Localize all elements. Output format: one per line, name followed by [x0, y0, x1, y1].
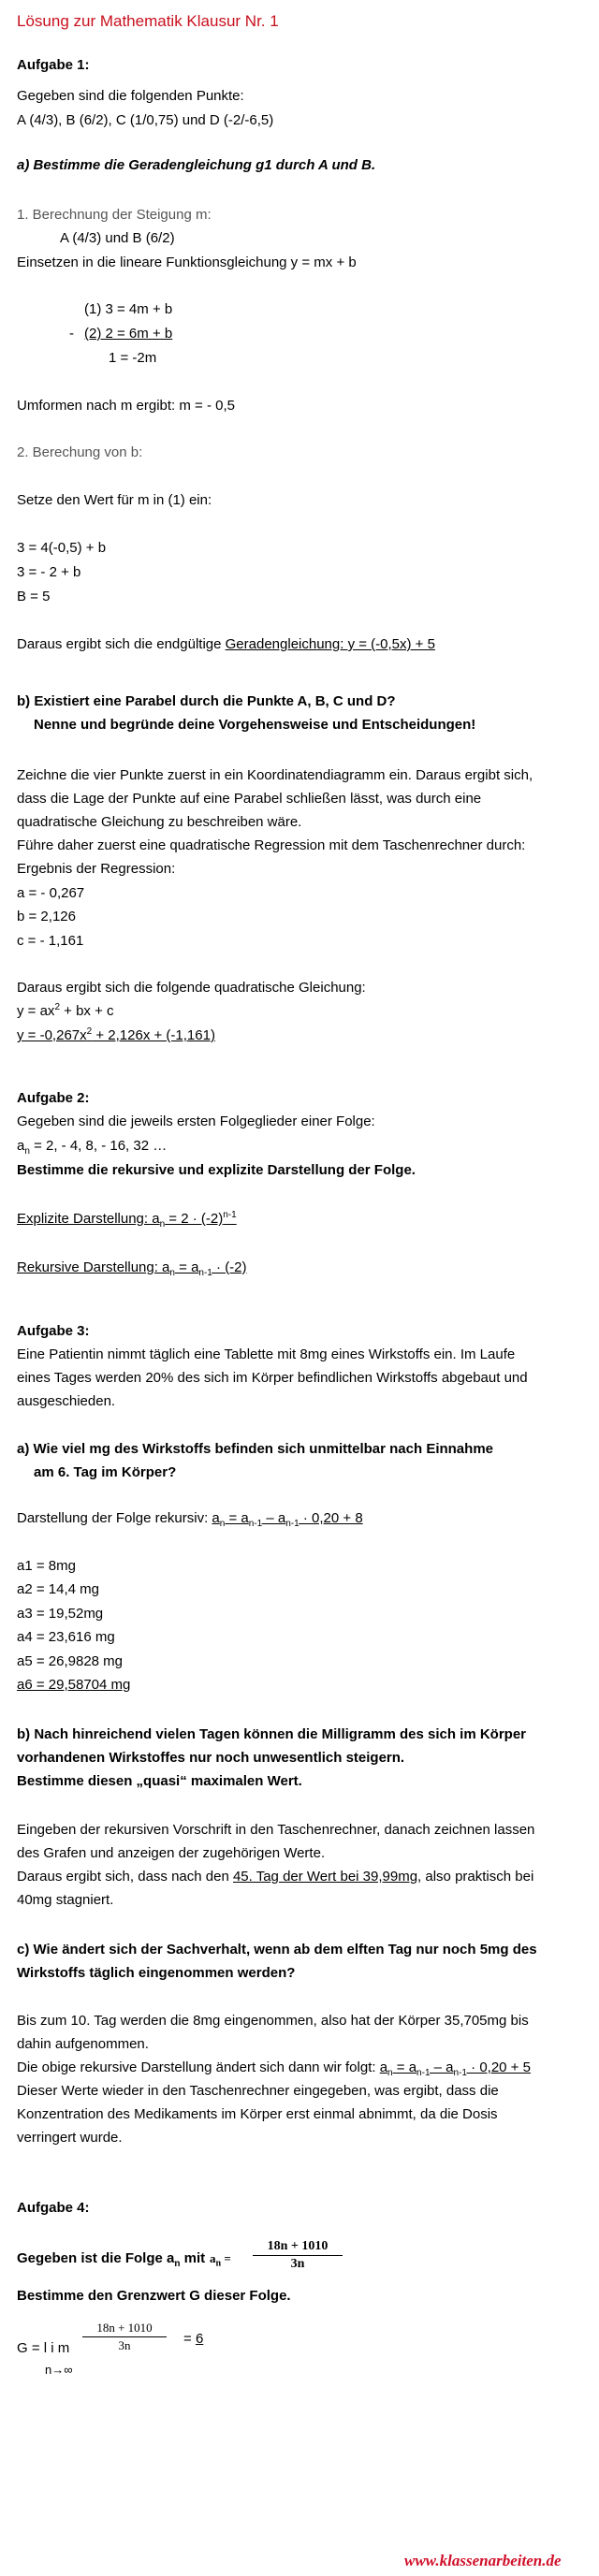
limit-fraction — [82, 2321, 167, 2353]
final-quadratic: $y = -0,267x^2 + 2,126x + (-1,161)$ — [17, 1026, 215, 1043]
task3-heading: Aufgabe 3: — [17, 1323, 90, 1339]
result-prefix: Daraus ergibt sich die endgültige — [17, 636, 226, 652]
calc-line-2: 3 = - 2 + b — [17, 564, 81, 580]
task2-task: Bestimme die rekursive und explizite Darstellung der Folge. — [17, 1162, 416, 1178]
task1-step2-title: 2. Berechung von b: — [17, 444, 143, 460]
calc-line-1: 3 = 4(-0,5) + b — [17, 540, 107, 556]
task3-recursive: Darstellung der Folge rekursiv: $a_n = a_{n-1} - a_{n-1} \cdot 0,20 + 8$ — [17, 1510, 363, 1529]
task1-question-b-line1: b) Existiert eine Parabel durch die Punkte A, B, C und D? — [17, 693, 396, 709]
value-a2: a2 = 14,4 mg — [17, 1581, 99, 1597]
recursive-representation: Rekursive Darstellung: $a_n = a_{n-1} \cdot (-2)$ — [17, 1259, 247, 1278]
equation-3: 1 = -2m — [109, 350, 157, 366]
value-a1: a1 = 8mg — [17, 1558, 76, 1574]
task3-b-line2: des Grafen und anzeigen der zugehörigen Werte. — [17, 1845, 326, 1861]
task1-step1-title: 1. Berechnung der Steigung m: — [17, 207, 212, 223]
calc-line-3: B = 5 — [17, 589, 51, 604]
task1-question-b-line2: Nenne und begründe deine Vorgehensweise und Entscheidungen! — [34, 717, 476, 733]
task3-b-line1: Eingeben der rekursiven Vorschrift in den Taschenrechner, danach zeichnen lassen — [17, 1822, 535, 1838]
task3-question-a-line2: am 6. Tag im Körper? — [34, 1464, 177, 1480]
task3-question-c-line2: Wirkstoffs täglich eingenommen werden? — [17, 1965, 296, 1981]
task3-c-line3: Die obige rekursive Darstellung ändert sich dann wir folgt: $a_n = a_{n-1} - a_{n-1} \cdot 0,20 + 5$ — [17, 2059, 531, 2078]
task1-b-paragraph-line5: Ergebnis der Regression: — [17, 861, 176, 877]
formula-an-label: $a_n$ = — [210, 2251, 231, 2269]
regression-c: c = - 1,161 — [17, 933, 84, 949]
task1-given-line2: A (4/3), B (6/2), C (1/0,75) und D (-2/-6,5) — [17, 112, 274, 128]
task1-b-paragraph-line3: quadratische Gleichung zu beschreiben wäre. — [17, 814, 302, 830]
task1-b-paragraph-line2: dass die Lage der Punkte auf eine Parabel schließen lässt, was durch eine — [17, 791, 482, 807]
task3-c-line1: Bis zum 10. Tag werden die 8mg eingenommen, also hat der Körper 35,705mg bis — [17, 2013, 529, 2029]
task1-set-value: Setze den Wert für m in (1) ein: — [17, 492, 212, 508]
formula-numerator: 18n + 1010 — [267, 2239, 329, 2253]
task1-b-paragraph-line4: Führe daher zuerst eine quadratische Regression mit dem Taschenrechner durch: — [17, 837, 526, 853]
limit-subscript: n→∞ — [45, 2363, 73, 2377]
task3-question-c-line1: c) Wie ändert sich der Sachverhalt, wenn ab dem elften Tag nur noch 5mg des — [17, 1942, 537, 1957]
task3-c-line5: Konzentration des Medikaments im Körper erst einmal abnimmt, da die Dosis — [17, 2106, 498, 2122]
equation-2: (2) 2 = 6m + b — [84, 326, 173, 342]
regression-b: b = 2,126 — [17, 909, 76, 924]
task3-b-line3: Daraus ergibt sich, dass nach den 45. Tag der Wert bei 39,99mg, also praktisch bei — [17, 1869, 534, 1885]
value-a4: a4 = 23,616 mg — [17, 1629, 115, 1645]
task1-heading: Aufgabe 1: — [17, 57, 90, 73]
limit-result: = 6 — [183, 2331, 204, 2347]
value-a6: a6 = 29,58704 mg — [17, 1677, 131, 1693]
regression-a: a = - 0,267 — [17, 885, 85, 901]
task3-b-line4: 40mg stagniert. — [17, 1892, 114, 1908]
limit-label: G = l i m — [17, 2340, 70, 2356]
task4-task: Bestimme den Grenzwert G dieser Folge. — [17, 2288, 291, 2304]
task2-heading: Aufgabe 2: — [17, 1090, 90, 1106]
limit-numerator: 18n + 1010 — [96, 2321, 153, 2335]
result-equation: Geradengleichung: y = (-0,5x) + 5 — [225, 636, 435, 652]
task1-given-line1: Gegeben sind die folgenden Punkte: — [17, 88, 244, 104]
task4-given: Gegeben ist die Folge $a_n$ mit — [17, 2250, 206, 2269]
formula-fraction — [253, 2239, 343, 2272]
value-a3: a3 = 19,52mg — [17, 1606, 104, 1622]
page-title: Lösung zur Mathematik Klausur Nr. 1 — [17, 12, 279, 30]
watermark-logo: www.klassenarbeiten.de — [404, 2552, 562, 2569]
general-quadratic: $y = ax^2$ + bx + c — [17, 1002, 114, 1019]
limit-denominator: 3n — [118, 2338, 131, 2352]
task3-question-a-line1: a) Wie viel mg des Wirkstoffs befinden sich unmittelbar nach Einnahme — [17, 1441, 493, 1457]
equation-minus: - — [69, 326, 74, 342]
task3-intro-line3: ausgeschieden. — [17, 1393, 116, 1409]
task3-c-line6: verringert wurde. — [17, 2130, 123, 2146]
value-a5: a5 = 26,9828 mg — [17, 1653, 124, 1669]
task2-given: Gegeben sind die jeweils ersten Folgeglieder einer Folge: — [17, 1113, 375, 1129]
task1-result — [17, 636, 435, 653]
task1-question-a: a) Bestimme die Geradengleichung g1 durch A und B. — [17, 157, 376, 173]
task4-heading: Aufgabe 4: — [17, 2200, 90, 2216]
task3-question-b-line2: vorhandenen Wirkstoffes nur noch unwesentlich steigern. — [17, 1750, 405, 1766]
explicit-representation: Explizite Darstellung: $a_n = 2 \cdot (-2)^{n-1}$ — [17, 1210, 237, 1230]
equation-1: (1) 3 = 4m + b — [84, 301, 173, 317]
task1-reform: Umformen nach m ergibt: m = - 0,5 — [17, 398, 235, 414]
task3-question-b-line1: b) Nach hinreichend vielen Tagen können die Milligramm des sich im Körper — [17, 1726, 527, 1742]
task1-b-paragraph-line1: Zeichne die vier Punkte zuerst in ein Koordinatendiagramm ein. Daraus ergibt sich, — [17, 767, 533, 783]
task3-intro-line2: eines Tages werden 20% des sich im Körper befindlichen Wirkstoffs abgebaut und — [17, 1370, 528, 1386]
task1-quadratic-intro: Daraus ergibt sich die folgende quadratische Gleichung: — [17, 980, 366, 996]
task3-question-b-line3: Bestimme diesen „quasi“ maximalen Wert. — [17, 1773, 302, 1789]
formula-denominator: 3n — [290, 2257, 305, 2271]
task3-c-line4: Dieser Werte wieder in den Taschenrechner eingegeben, was ergibt, dass die — [17, 2083, 499, 2099]
task2-sequence: $a_n = 2$, - 4, 8, - 16, 32 … — [17, 1138, 168, 1157]
task3-intro-line1: Eine Patientin nimmt täglich eine Tablette mit 8mg eines Wirkstoffs ein. Im Laufe — [17, 1346, 516, 1362]
task1-step1-insert: Einsetzen in die lineare Funktionsgleichung y = mx + b — [17, 255, 357, 270]
task1-step1-points: A (4/3) und B (6/2) — [60, 230, 175, 246]
task3-c-line2: dahin aufgenommen. — [17, 2036, 149, 2052]
